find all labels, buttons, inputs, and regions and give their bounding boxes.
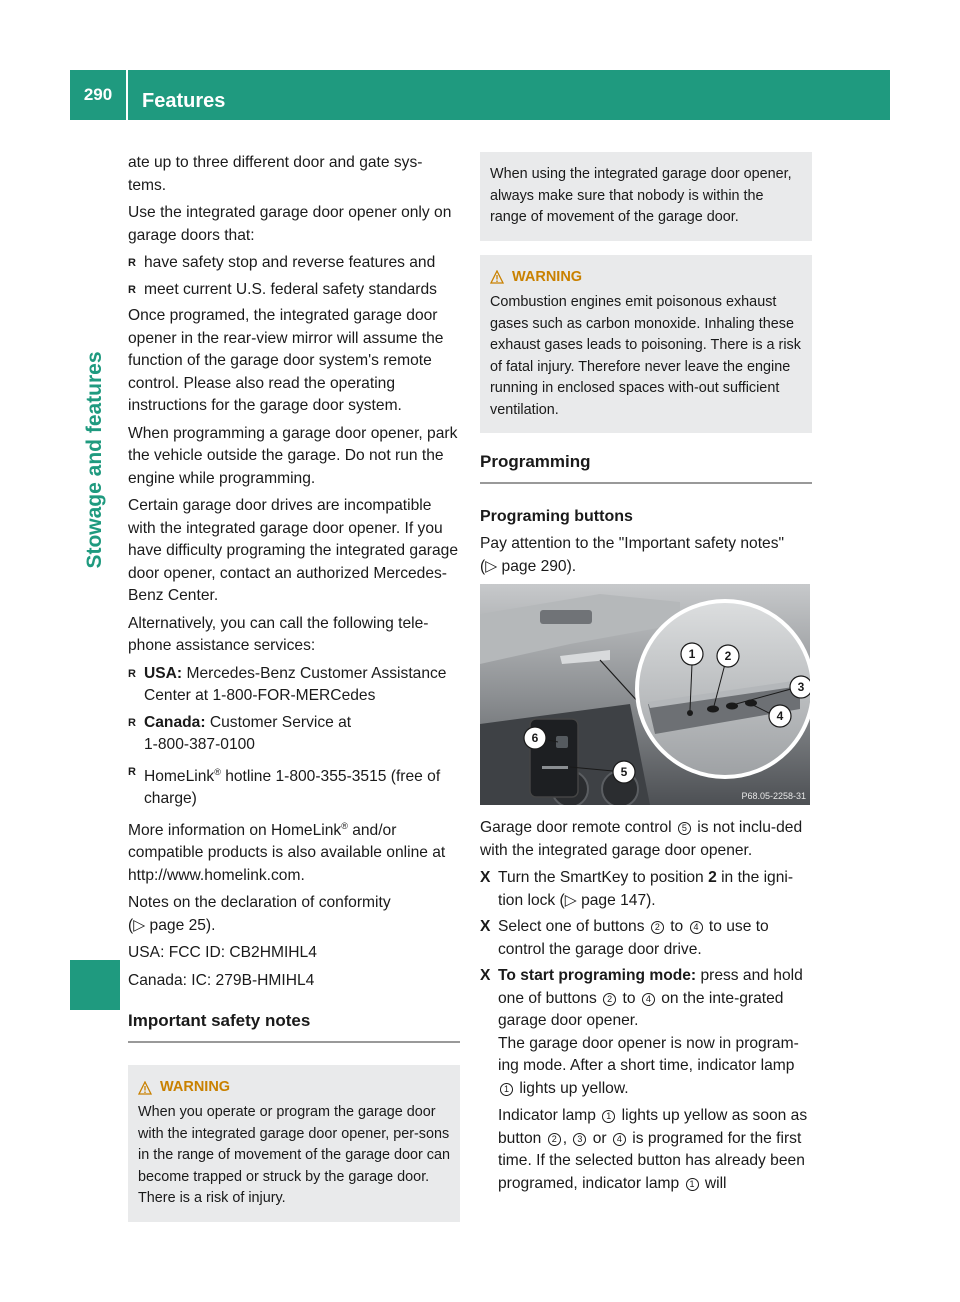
page-reference[interactable]: page 290). [501,557,577,575]
text: Pay attention to the "Important safety notes" [480,535,785,552]
paragraph: Notes on the declaration of conformity (▷ page 25). [128,894,391,934]
text: lights up yellow. [519,1079,629,1097]
step-arrow-icon: X [480,869,491,886]
paragraph: ate up to three different door and gate sys-tems. [128,154,423,194]
text: press and hold one of buttons [498,967,803,1007]
page-number: 290 [83,85,113,104]
step-continuation: Indicator lamp 1 lights up yellow as soon as button 2 , 3 or 4 is programed for the first time. If the selected button has already been programed, indicator lamp 1 will [498,1107,808,1192]
text: is not inclu-ded with the integrated garage door opener. [480,819,803,859]
section-title: Features [142,90,226,112]
callout-6 [524,727,546,749]
page-header [70,70,890,120]
text: in the igni-tion lock ( [498,869,794,909]
page-ref-arrow-icon: ▷ [133,916,146,934]
step-item [480,965,812,1195]
callout-ref: 4 [642,993,655,1006]
callout-ref: 1 [602,1110,615,1123]
text: to use to control the garage door drive. [498,918,769,958]
paragraph: Once programed, the integrated garage door opener in the rear-view mirror will assume the function of the garage door system's remote control. Please also read the operating instructions for the garage door system. [128,307,444,414]
bullet-icon: R [128,283,136,296]
bullet-icon: R [128,716,136,729]
paragraph: Canada: IC: 279B-HMIHL4 [128,971,315,989]
side-tab-marker [70,960,120,1010]
figure-code: P68.05-2258-31 [741,791,806,801]
note-text: When using the integrated garage door opener, always make sure that nobody is within the range of movement of the garage door. [490,166,792,225]
warning-text: When you operate or program the garage door with the integrated garage door opener, per-sons in the range of movement of the garage door can become trapped or struck by the garage door. There is a risk of injury. [138,1104,450,1207]
text: Turn the SmartKey to position [498,869,704,886]
warning-box [128,1065,460,1222]
text: Garage door remote control [480,819,672,836]
warning-triangle-icon [138,1081,152,1095]
text: or [592,1129,607,1147]
warning-box [480,255,812,434]
side-tab-title: Stowage and features [83,351,106,569]
bullet-item-canada [128,712,460,757]
callout-ref: 2 [603,993,616,1006]
bullet-icon: R [128,257,136,269]
text-bold: To start programing mode: [498,967,697,984]
bullet-text: have safety stop and reverse features and [144,254,436,271]
callout-ref: 2 [548,1133,561,1146]
heading-programming: Programming [480,451,812,484]
text: lights up yellow as soon as button [498,1107,808,1147]
callout-ref: 1 [686,1178,699,1191]
text: to [622,989,636,1007]
paragraph [480,817,812,862]
text: Notes on the declaration of conformity [128,894,391,912]
callout-2 [717,645,739,667]
registered-mark: ® [341,820,348,831]
paragraph: USA: FCC ID: CB2HMIHL4 [128,944,317,962]
warning-label: WARNING [512,268,583,285]
registered-mark: ® [214,766,221,777]
text: The garage door opener is now in program-ing mode. After a short time, indicator lamp [498,1034,799,1074]
paragraph: Pay attention to the "Important safety notes" (▷ page 290). [480,535,785,575]
side-tab [70,130,120,950]
bullet-text: meet current U.S. federal safety standards [144,280,437,298]
bullet-item [128,252,460,275]
step-arrow-icon: X [480,918,491,935]
step-arrow-icon: X [480,967,491,984]
callout-3 [790,676,810,698]
callout-ref: 4 [690,921,703,934]
paragraph: Use the integrated garage door opener only on garage doors that: [128,204,452,244]
figure-garage-opener-buttons [480,584,810,805]
paragraph [128,815,460,888]
bullet-item-homelink [128,761,460,811]
bullet-icon: R [128,667,136,680]
svg-text:5: 5 [620,765,628,779]
bullet-item [128,279,460,302]
subheading-programing-buttons: Programing buttons [480,507,633,525]
text: More information on HomeLink [128,821,342,839]
bullet-icon: R [128,765,136,778]
right-column [480,152,812,1199]
bullet-text: Mercedes-Benz Customer Assistance Center at 1-800-FOR-MERCedes [144,664,447,704]
bullet-item-usa [128,663,460,708]
page-reference[interactable]: page 147). [581,891,656,909]
bullet-text: hotline 1-800-355-3515 (free of charge) [144,767,441,808]
paragraph: When programming a garage door opener, park the vehicle outside the garage. Do not run the engine while programming. [128,424,458,487]
page-ref-arrow-icon: ▷ [564,891,577,909]
svg-text:6: 6 [531,731,539,745]
bullet-text: HomeLink [144,767,215,785]
garage-opener-illustration [480,584,810,805]
warning-triangle-icon [490,270,504,284]
warning-label: WARNING [160,1078,231,1095]
svg-text:3: 3 [797,680,805,694]
text: Indicator lamp [498,1107,596,1124]
callout-ref: 3 [573,1133,586,1146]
bullet-label: Canada: [144,713,206,731]
note-box [480,152,812,241]
svg-text:1: 1 [688,647,696,661]
warning-header [490,267,802,289]
paragraph: Certain garage door drives are incompatible with the integrated garage door opener. If you have difficulty programing the integrated garage door opener, contact an authorized Mercedes-Benz Center. [128,497,458,604]
text: is programed for the first time. If the selected button has already been programed, indicator lamp [498,1129,805,1192]
bullet-text: Customer Service at [209,713,352,731]
page-ref-arrow-icon: ▷ [485,557,498,575]
paragraph: Alternatively, you can call the following tele-phone assistance services: [128,614,429,654]
callout-1 [681,643,703,665]
warning-header [138,1077,450,1099]
heading-important-safety-notes: Important safety notes [128,1010,460,1043]
bullet-text: 1-800-387-0100 [144,736,255,753]
step-item [480,867,812,912]
callout-ref: 5 [678,822,691,835]
text: to [670,918,684,935]
text: Select one of buttons [498,918,645,935]
header-divider [126,70,128,120]
callout-ref: 4 [613,1133,626,1146]
left-column [128,152,460,1236]
text: will [704,1174,727,1192]
callout-ref: 2 [651,921,664,934]
callout-5 [613,761,635,783]
text: and/or compatible products is also available online at http://www.homelink.com. [128,821,446,884]
svg-text:4: 4 [776,709,784,723]
text-bold: 2 [708,869,717,886]
callout-ref: 1 [500,1083,513,1096]
warning-text: Combustion engines emit poisonous exhaust gases such as carbon monoxide. Inhaling these exhaust gases leads to poisoning. There is a risk of fatal injury. Therefore never leave the engine running in enclosed spaces with-out sufficient ventilation. [490,294,801,418]
text: on the inte-grated garage door opener. [498,989,784,1029]
bullet-label: USA: [144,664,183,682]
page-reference[interactable]: page 25). [149,916,216,934]
svg-text:2: 2 [724,649,732,663]
step-item [480,916,812,961]
callout-4 [769,705,791,727]
